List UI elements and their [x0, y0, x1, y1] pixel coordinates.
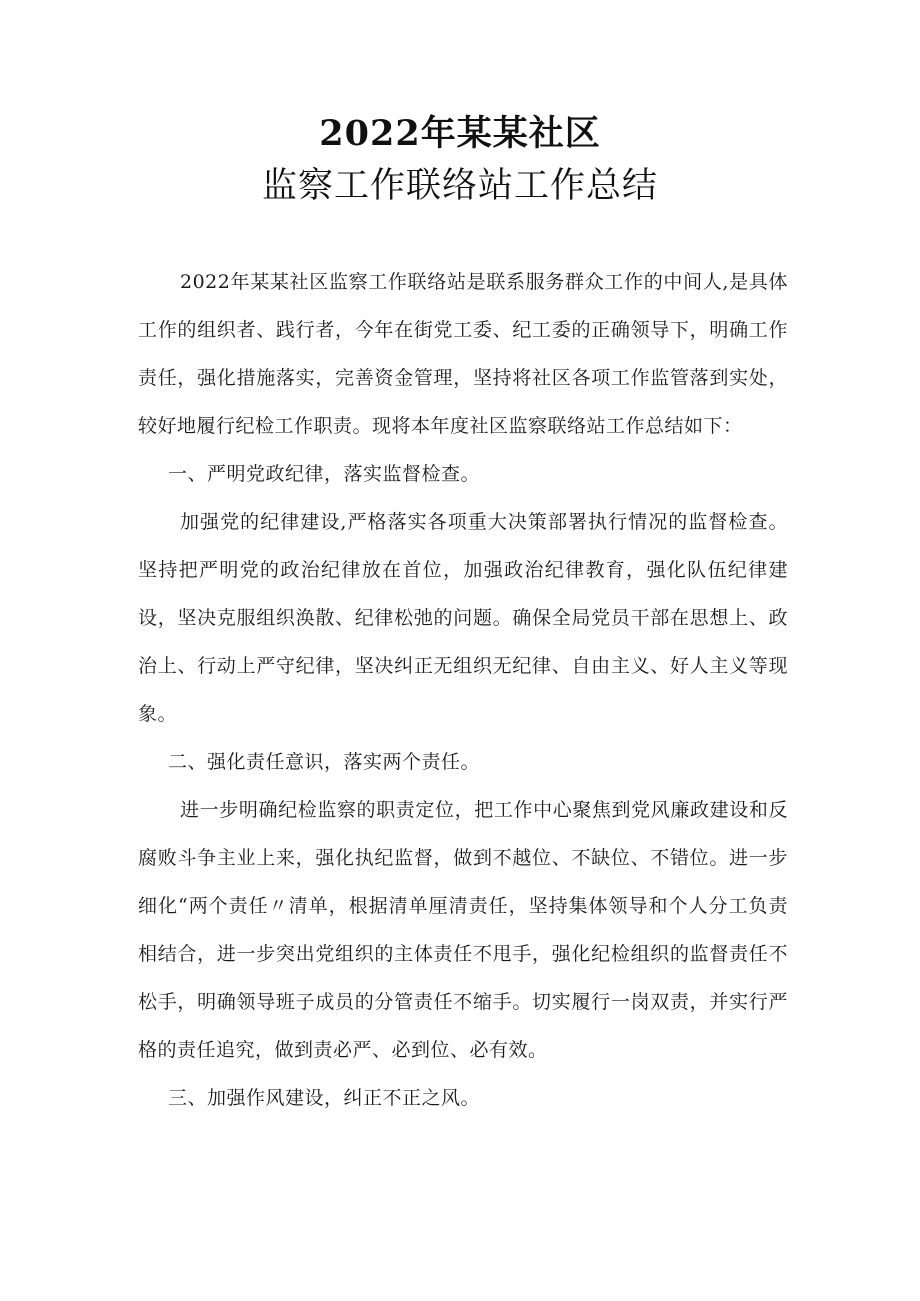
section-heading-3: 三、加强作风建设，纠正不正之风。: [168, 1087, 481, 1109]
section-body-1: 加强党的纪律建设,严格落实各项重大决策部署执行情况的监督检查。坚持把严明党的政治纪律放在首位，加强政治纪律教育，强化队伍纪律建设，坚决克服组织涣散、纪律松弛的问题。确保全局党员干部在思想上、政治上、行动上严守纪律，坚决纠正无组织无纪律、自由主义、好人主义等现象。: [138, 511, 788, 725]
intro-paragraph: 2022年某某社区监察工作联络站是联系服务群众工作的中间人,是具体工作的组织者、践行者，今年在街党工委、纪工委的正确领导下，明确工作责任，强化措施落实，完善资金管理，坚持将社区各项工作监管落到实处，较好地履行纪检工作职责。现将本年度社区监察联络站工作总结如下：: [138, 271, 788, 437]
title-line-year: 2022年某某社区: [319, 113, 601, 154]
section-heading-2: 二、强化责任意识，落实两个责任。: [168, 751, 481, 773]
title-line-subject: 监察工作联络站工作总结: [261, 166, 658, 206]
section-body-2: 进一步明确纪检监察的职责定位，把工作中心聚焦到党风廉政建设和反腐败斗争主业上来，强化执纪监督，做到不越位、不缺位、不错位。进一步细化“两个责任〃清单，根据清单厘清责任，坚持集体领导和个人分工负责相结合，进一步突出党组织的主体责任不甩手，强化纪检组织的监督责任不松手，明确领导班子成员的分管责任不缩手。切实履行一岗双责，并实行严格的责任追究，做到责必严、必到位、必有效。: [138, 799, 788, 1061]
document-title: [0, 108, 920, 212]
document-body: [138, 258, 788, 1122]
section-heading-1: 一、严明党政纪律，落实监督检查。: [168, 463, 481, 485]
